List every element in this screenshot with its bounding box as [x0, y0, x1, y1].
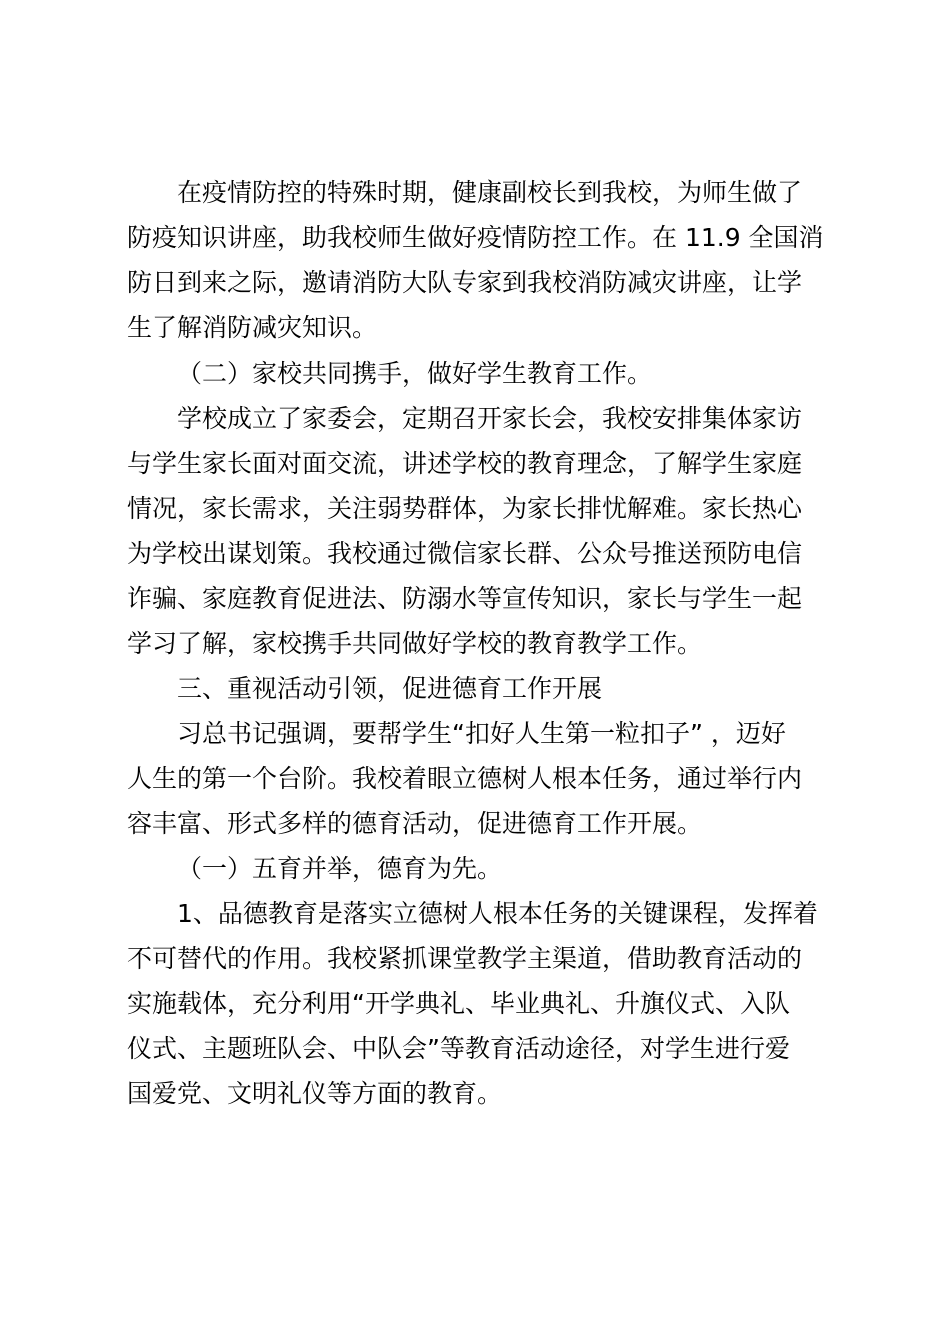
paragraph-line: 诈骗、家庭教育促进法、防溺水等宣传知识，家长与学生一起	[127, 584, 803, 613]
paragraph-line: 在疫情防控的特殊时期，健康副校长到我校，为师生做了	[177, 178, 803, 207]
paragraph-line: 人生的第一个台阶。我校着眼立德树人根本任务，通过举行内	[127, 764, 803, 793]
paragraph-line: 不可替代的作用。我校紧抓课堂教学主渠道，借助教育活动的	[127, 944, 803, 973]
paragraph-line: 仪式、主题班队会、中队会”等教育活动途径，对学生进行爱	[127, 1034, 790, 1063]
paragraph-line: 生了解消防减灾知识。	[127, 313, 378, 342]
section-heading: （一）五育并举，德育为先。	[177, 854, 503, 883]
paragraph-line: 与学生家长面对面交流，讲述学校的教育理念，了解学生家庭	[127, 449, 803, 478]
paragraph-line: 为学校出谋划策。我校通过微信家长群、公众号推送预防电信	[127, 539, 803, 568]
paragraph-line: 情况，家长需求，关注弱势群体，为家长排忧解难。家长热心	[127, 494, 803, 523]
paragraph-line: 防日到来之际，邀请消防大队专家到我校消防减灾讲座，让学	[127, 268, 803, 297]
paragraph-line: 习总书记强调，要帮学生“扣好人生第一粒扣子” ，迈好	[177, 719, 786, 748]
paragraph-line: 实施载体，充分利用“开学典礼、毕业典礼、升旗仪式、入队	[127, 989, 790, 1018]
paragraph-line: 学习了解，家校携手共同做好学校的教育教学工作。	[127, 629, 703, 658]
paragraph-line: 1、品德教育是落实立德树人根本任务的关键课程，发挥着	[177, 899, 818, 928]
paragraph-line: 防疫知识讲座，助我校师生做好疫情防控工作。在 11.9 全国消	[127, 223, 824, 252]
paragraph-line: 学校成立了家委会，定期召开家长会，我校安排集体家访	[177, 404, 803, 433]
paragraph-line: 容丰富、形式多样的德育活动，促进德育工作开展。	[127, 809, 703, 838]
section-heading: 三、重视活动引领，促进德育工作开展	[177, 674, 603, 703]
section-heading: （二）家校共同携手，做好学生教育工作。	[177, 359, 653, 388]
paragraph-line: 国爱党、文明礼仪等方面的教育。	[127, 1079, 503, 1108]
